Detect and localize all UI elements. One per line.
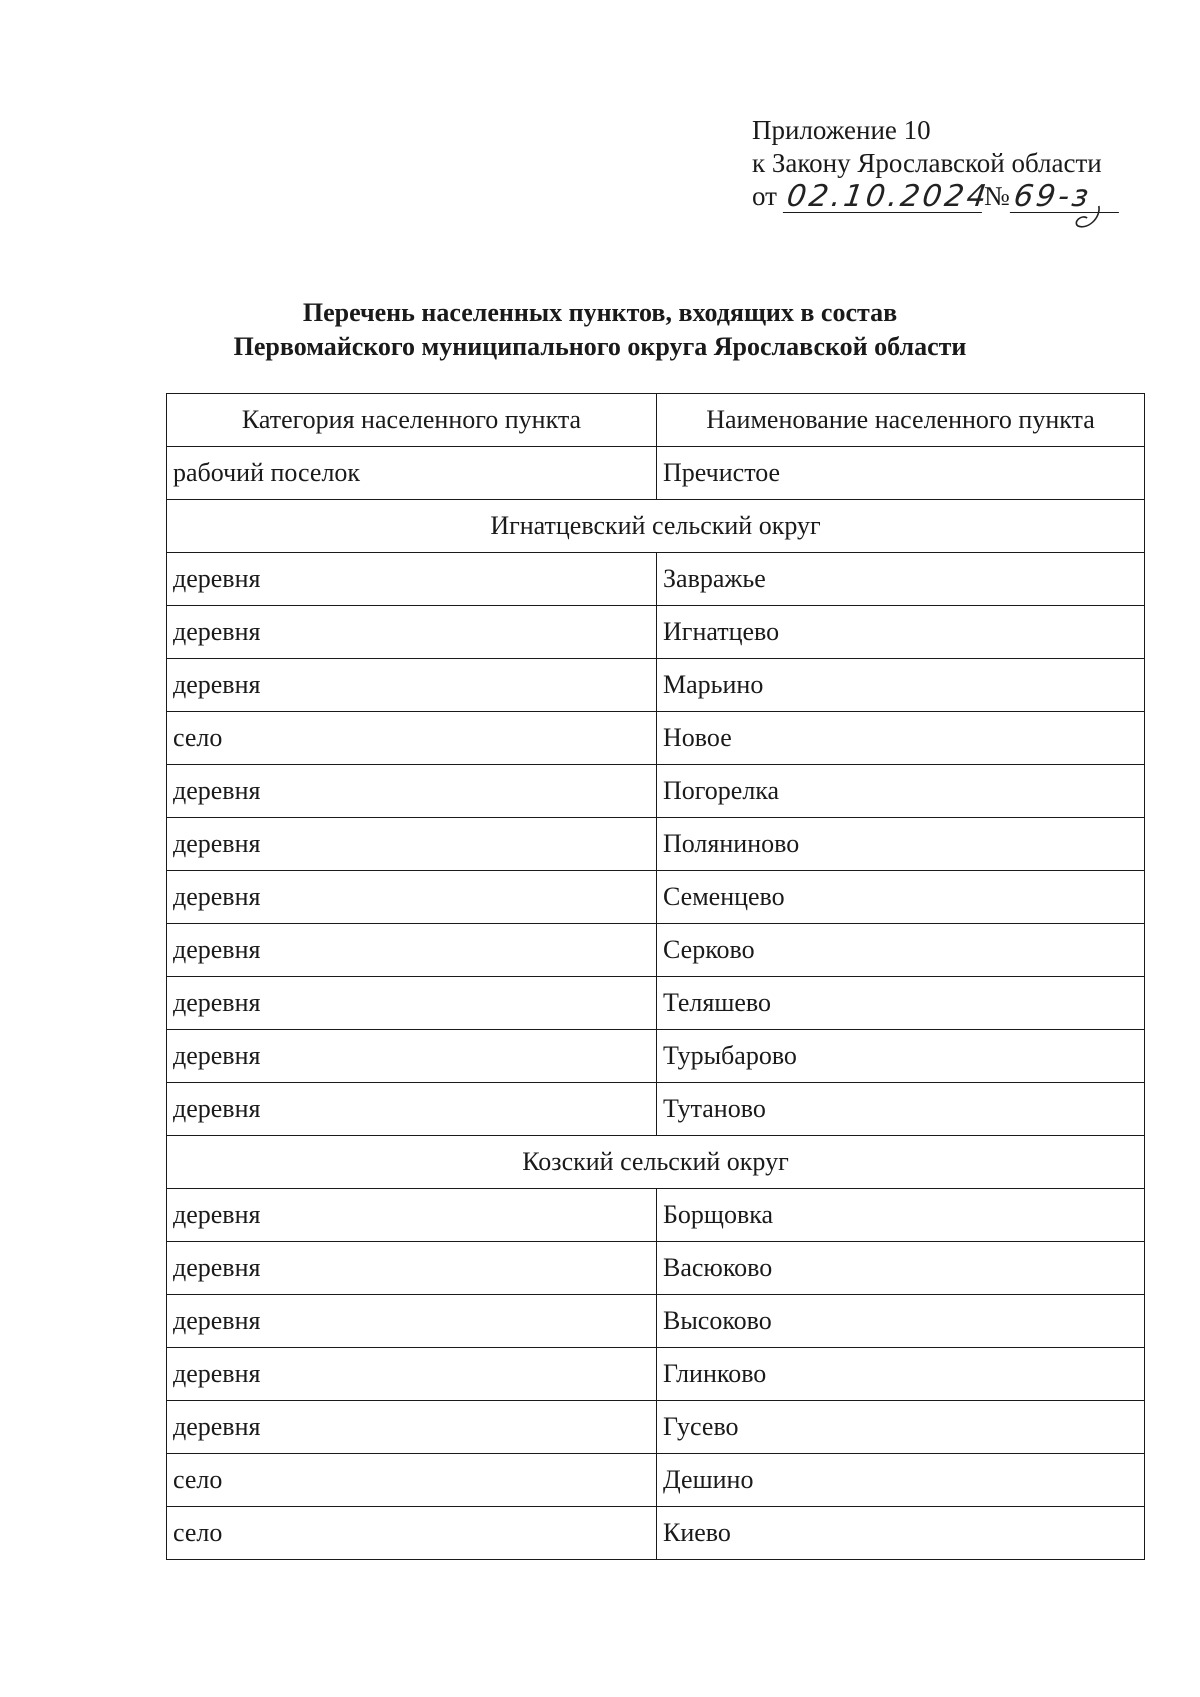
settlement-category: деревня (167, 1030, 657, 1083)
table-row (167, 447, 1145, 500)
header-category: Категория населенного пункта (167, 394, 657, 447)
settlement-name: Семенцево (657, 871, 1145, 924)
settlement-name: Турыбарово (657, 1030, 1145, 1083)
settlement-category: деревня (167, 553, 657, 606)
header-name: Наименование населенного пункта (657, 394, 1145, 447)
table-row (167, 712, 1145, 765)
settlement-category: деревня (167, 924, 657, 977)
handwriting-tail-icon (1065, 204, 1109, 234)
from-label: от (752, 181, 777, 211)
settlement-name: Поляниново (657, 818, 1145, 871)
table-row (167, 1401, 1145, 1454)
settlement-name: Теляшево (657, 977, 1145, 1030)
table-row (167, 606, 1145, 659)
settlement-category: деревня (167, 659, 657, 712)
settlement-category: деревня (167, 1083, 657, 1136)
settlement-category: деревня (167, 818, 657, 871)
group-header-row (167, 500, 1145, 553)
group-header-row (167, 1136, 1145, 1189)
attachment-date-number (752, 180, 1121, 213)
settlement-category: деревня (167, 606, 657, 659)
table-row (167, 1189, 1145, 1242)
settlement-category: деревня (167, 977, 657, 1030)
settlement-name: Пречистое (657, 447, 1145, 500)
table-row (167, 765, 1145, 818)
settlement-name: Глинково (657, 1348, 1145, 1401)
attachment-law-reference: к Закону Ярославской области (752, 148, 1102, 178)
table-row (167, 1083, 1145, 1136)
handwritten-number (1010, 179, 1123, 214)
table-row (167, 553, 1145, 606)
table-body (167, 447, 1145, 1560)
handwritten-number-text: 69-з (1011, 179, 1094, 214)
attachment-title: Приложение 10 (752, 115, 931, 145)
settlement-category: рабочий поселок (167, 447, 657, 500)
number-label: № (983, 181, 1010, 211)
title-line-1: Перечень населенных пунктов, входящих в состав (302, 298, 898, 327)
table-row (167, 1507, 1145, 1560)
settlement-category: село (167, 712, 657, 765)
table-row (167, 659, 1145, 712)
district-title: Игнатцевский сельский округ (167, 500, 1145, 553)
settlement-name: Борщовка (657, 1189, 1145, 1242)
settlements-table (166, 393, 1145, 1560)
settlement-category: деревня (167, 1401, 657, 1454)
settlement-name: Тутаново (657, 1083, 1145, 1136)
table-row (167, 1295, 1145, 1348)
settlement-name: Серково (657, 924, 1145, 977)
table-row (167, 1348, 1145, 1401)
title-line-2: Первомайского муниципального округа Ярославской области (233, 332, 967, 361)
table-row (167, 818, 1145, 871)
settlement-name: Новое (657, 712, 1145, 765)
settlement-name: Погорелка (657, 765, 1145, 818)
table-row (167, 871, 1145, 924)
settlement-name: Васюково (657, 1242, 1145, 1295)
table-header-row (167, 394, 1145, 447)
settlement-category: деревня (167, 1348, 657, 1401)
settlement-category: село (167, 1454, 657, 1507)
settlement-name: Высоково (657, 1295, 1145, 1348)
settlement-name: Марьино (657, 659, 1145, 712)
settlement-name: Киево (657, 1507, 1145, 1560)
table-row (167, 1454, 1145, 1507)
settlement-name: Завражье (657, 553, 1145, 606)
settlement-category: деревня (167, 1242, 657, 1295)
table-row (167, 1242, 1145, 1295)
table-row (167, 1030, 1145, 1083)
district-title: Козский сельский округ (167, 1136, 1145, 1189)
settlement-category: село (167, 1507, 657, 1560)
settlement-name: Дешино (657, 1454, 1145, 1507)
attachment-header (752, 114, 1121, 213)
settlement-category: деревня (167, 871, 657, 924)
document-title (0, 296, 1200, 364)
settlement-category: деревня (167, 1295, 657, 1348)
handwritten-date: 02.10.2024 (784, 179, 992, 214)
table-row (167, 977, 1145, 1030)
table-row (167, 924, 1145, 977)
settlement-name: Гусево (657, 1401, 1145, 1454)
settlement-name: Игнатцево (657, 606, 1145, 659)
settlement-category: деревня (167, 765, 657, 818)
settlement-category: деревня (167, 1189, 657, 1242)
